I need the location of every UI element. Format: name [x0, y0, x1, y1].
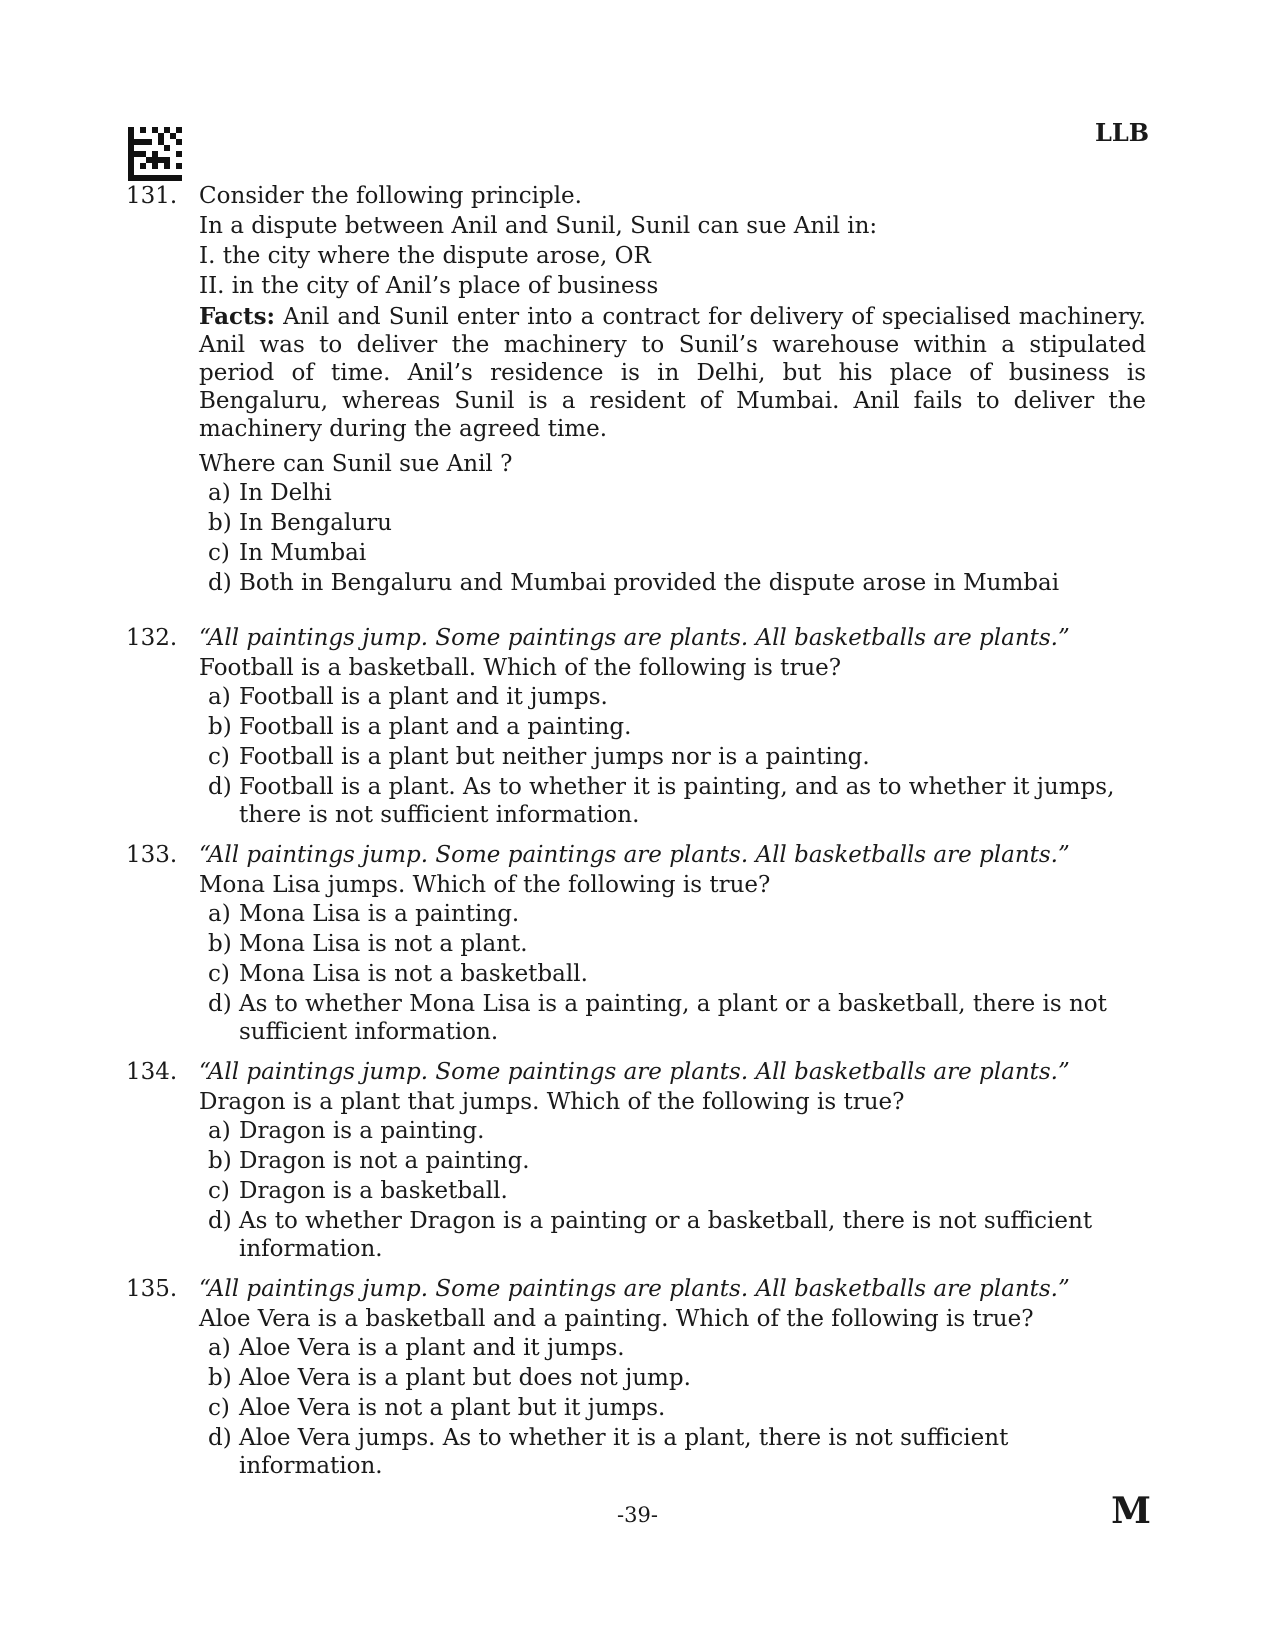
- option-text: Dragon is a painting.: [239, 1118, 485, 1144]
- option-b[interactable]: [199, 1147, 1146, 1175]
- premise-text: “All paintings jump. Some paintings are plants. All basketballs are plants.”: [199, 1276, 1070, 1302]
- question-132: [126, 623, 1146, 831]
- option-text: In Mumbai: [239, 540, 367, 566]
- option-d[interactable]: [199, 990, 1146, 1046]
- page-number: -39-: [617, 1503, 658, 1527]
- option-text: Football is a plant and it jumps.: [239, 684, 608, 710]
- option-c[interactable]: [199, 1177, 1146, 1205]
- option-label: a): [208, 480, 231, 506]
- option-label: d): [208, 774, 232, 800]
- option-a[interactable]: [199, 1334, 1146, 1362]
- option-label: b): [208, 1148, 232, 1174]
- option-label: a): [208, 901, 231, 927]
- facts-text: Anil and Sunil enter into a contract for delivery of specialised machinery. Anil was to deliver the machinery to Sunil’s warehouse within a stipulated period of time. Anil’s residence is in Delhi, but his place of business is Bengaluru, whereas Sunil is a resident of Mumbai. Anil fails to deliver the machinery during the agreed time.: [199, 304, 1146, 442]
- set-code: M: [1111, 1490, 1151, 1532]
- option-text: Aloe Vera is a plant and it jumps.: [239, 1335, 625, 1361]
- option-text: Mona Lisa is not a plant.: [239, 931, 528, 957]
- option-text: Dragon is a basketball.: [239, 1178, 508, 1204]
- question-number: 131.: [126, 183, 178, 209]
- option-text: Aloe Vera is a plant but does not jump.: [239, 1365, 691, 1391]
- option-c[interactable]: [199, 960, 1146, 988]
- option-d[interactable]: [199, 1424, 1146, 1480]
- premise-text: “All paintings jump. Some paintings are plants. All basketballs are plants.”: [199, 1059, 1070, 1085]
- option-text: As to whether Dragon is a painting or a basketball, there is not sufficient information.: [239, 1208, 1093, 1262]
- option-label: d): [208, 570, 232, 596]
- question-number: 135.: [126, 1276, 178, 1302]
- option-b[interactable]: [199, 1364, 1146, 1392]
- option-label: d): [208, 1208, 232, 1234]
- option-text: As to whether Mona Lisa is a painting, a plant or a basketball, there is not sufficient information.: [239, 991, 1107, 1045]
- question-number: 134.: [126, 1059, 178, 1085]
- option-label: c): [208, 1395, 230, 1421]
- option-label: b): [208, 931, 232, 957]
- option-label: c): [208, 961, 230, 987]
- option-d[interactable]: [199, 569, 1146, 597]
- question-number: 133.: [126, 842, 178, 868]
- question-134: [126, 1057, 1146, 1265]
- option-text: Football is a plant. As to whether it is painting, and as to whether it jumps, there is not sufficient information.: [239, 774, 1115, 828]
- qr-code-icon: [128, 127, 182, 181]
- question-text: Where can Sunil sue Anil ?: [199, 451, 513, 477]
- option-text: Aloe Vera is not a plant but it jumps.: [239, 1395, 666, 1421]
- option-c[interactable]: [199, 743, 1146, 771]
- question-number: 132.: [126, 625, 178, 651]
- option-label: c): [208, 1178, 230, 1204]
- option-label: b): [208, 714, 232, 740]
- option-label: b): [208, 1365, 232, 1391]
- series-code: LLB: [1094, 118, 1149, 147]
- option-c[interactable]: [199, 539, 1146, 567]
- option-label: b): [208, 510, 232, 536]
- question-text: Dragon is a plant that jumps. Which of the following is true?: [199, 1089, 905, 1115]
- option-label: d): [208, 991, 232, 1017]
- question-135: [126, 1274, 1146, 1482]
- option-text: Dragon is not a painting.: [239, 1148, 530, 1174]
- option-text: Aloe Vera jumps. As to whether it is a plant, there is not sufficient information.: [239, 1425, 1009, 1479]
- option-b[interactable]: [199, 713, 1146, 741]
- question-text: Aloe Vera is a basketball and a painting. Which of the following is true?: [199, 1306, 1034, 1332]
- option-d[interactable]: [199, 773, 1146, 829]
- option-text: In Delhi: [239, 480, 332, 506]
- option-label: c): [208, 540, 230, 566]
- option-c[interactable]: [199, 1394, 1146, 1422]
- option-label: a): [208, 1335, 231, 1361]
- option-text: Mona Lisa is a painting.: [239, 901, 520, 927]
- question-text: Football is a basketball. Which of the following is true?: [199, 655, 842, 681]
- option-b[interactable]: [199, 930, 1146, 958]
- option-label: a): [208, 1118, 231, 1144]
- option-text: Football is a plant but neither jumps nor is a painting.: [239, 744, 870, 770]
- option-text: Both in Bengaluru and Mumbai provided the dispute arose in Mumbai: [239, 570, 1060, 596]
- principle-line: I. the city where the dispute arose, OR: [199, 243, 651, 269]
- option-a[interactable]: [199, 683, 1146, 711]
- question-131: [126, 181, 1146, 599]
- option-b[interactable]: [199, 509, 1146, 537]
- option-text: Mona Lisa is not a basketball.: [239, 961, 588, 987]
- option-label: a): [208, 684, 231, 710]
- option-label: c): [208, 744, 230, 770]
- premise-text: “All paintings jump. Some paintings are plants. All basketballs are plants.”: [199, 842, 1070, 868]
- premise-text: “All paintings jump. Some paintings are plants. All basketballs are plants.”: [199, 625, 1070, 651]
- principle-line: Consider the following principle.: [199, 183, 582, 209]
- question-text: Mona Lisa jumps. Which of the following is true?: [199, 872, 771, 898]
- option-a[interactable]: [199, 479, 1146, 507]
- question-133: [126, 840, 1146, 1048]
- option-text: Football is a plant and a painting.: [239, 714, 632, 740]
- option-text: In Bengaluru: [239, 510, 392, 536]
- option-label: d): [208, 1425, 232, 1451]
- option-a[interactable]: [199, 1117, 1146, 1145]
- principle-line: In a dispute between Anil and Sunil, Sunil can sue Anil in:: [199, 213, 878, 239]
- facts-label: Facts:: [199, 303, 276, 330]
- principle-line: II. in the city of Anil’s place of business: [199, 273, 659, 299]
- option-d[interactable]: [199, 1207, 1146, 1263]
- facts-paragraph: [199, 303, 1146, 443]
- option-a[interactable]: [199, 900, 1146, 928]
